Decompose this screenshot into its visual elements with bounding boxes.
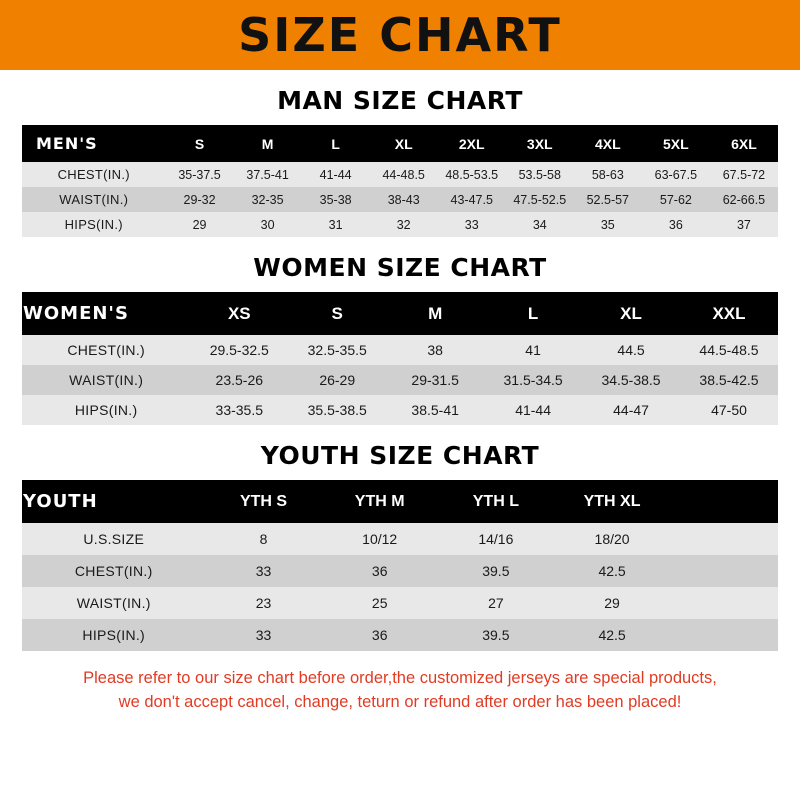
cell: 37.5-41 [234,162,302,187]
cell: 29.5-32.5 [190,335,288,365]
cell: 52.5-57 [574,187,642,212]
cell: 32.5-35.5 [288,335,386,365]
cell: 67.5-72 [710,162,778,187]
column-header: S [288,292,386,335]
cell: 23.5-26 [190,365,288,395]
column-header: S [166,125,234,162]
cell: 58-63 [574,162,642,187]
cell: 38-43 [370,187,438,212]
column-header: M [234,125,302,162]
cell: 36 [322,555,438,587]
table-header-row [22,125,778,162]
column-header: 6XL [710,125,778,162]
cell: 18/20 [554,523,670,555]
cell: 39.5 [438,555,554,587]
cell: 38.5-41 [386,395,484,425]
cell: 41 [484,335,582,365]
row-label: WAIST(IN.) [22,587,205,619]
cell: 57-62 [642,187,710,212]
cell: 29 [554,587,670,619]
cell: 41-44 [484,395,582,425]
cell: 42.5 [554,619,670,651]
size-table-men [22,125,778,237]
cell-spacer [670,555,778,587]
row-label: U.S.SIZE [22,523,205,555]
cell: 35-37.5 [166,162,234,187]
cell: 33 [205,555,321,587]
header-band [0,0,800,70]
cell: 30 [234,212,302,237]
column-header: 5XL [642,125,710,162]
column-header: L [484,292,582,335]
cell: 53.5-58 [506,162,574,187]
table-row [22,162,778,187]
table-head-women [22,292,778,335]
table-body-youth [22,523,778,651]
cell-spacer [670,523,778,555]
table-head-youth [22,480,778,523]
cell: 48.5-53.5 [438,162,506,187]
column-header: XS [190,292,288,335]
cell: 8 [205,523,321,555]
cell: 41-44 [302,162,370,187]
row-label: HIPS(IN.) [22,395,190,425]
column-header: 4XL [574,125,642,162]
cell: 44-47 [582,395,680,425]
row-header-label-youth: YOUTH [22,480,205,523]
table-row [22,395,778,425]
cell: 38 [386,335,484,365]
content-area [0,86,800,715]
table-row [22,335,778,365]
cell: 44.5-48.5 [680,335,778,365]
column-header: 2XL [438,125,506,162]
cell: 27 [438,587,554,619]
cell: 63-67.5 [642,162,710,187]
cell: 29-32 [166,187,234,212]
row-header-label-men: MEN'S [22,125,166,162]
cell: 31 [302,212,370,237]
column-header: 3XL [506,125,574,162]
column-header: XL [582,292,680,335]
cell-spacer [670,619,778,651]
table-body-women [22,335,778,425]
table-row [22,619,778,651]
cell: 23 [205,587,321,619]
table-header-row [22,292,778,335]
notice-text [22,667,778,715]
table-head-men [22,125,778,162]
cell: 33 [205,619,321,651]
cell: 32-35 [234,187,302,212]
cell: 62-66.5 [710,187,778,212]
section-youth [22,441,778,651]
cell: 29 [166,212,234,237]
cell: 29-31.5 [386,365,484,395]
table-header-row [22,480,778,523]
column-header: YTH L [438,480,554,523]
cell: 35 [574,212,642,237]
notice-line-1: Please refer to our size chart before order,the customized jerseys are special products, [83,669,717,687]
cell: 36 [322,619,438,651]
cell: 35-38 [302,187,370,212]
column-header-spacer [670,480,778,523]
cell: 42.5 [554,555,670,587]
row-label: HIPS(IN.) [22,619,205,651]
cell: 36 [642,212,710,237]
column-header: M [386,292,484,335]
column-header: YTH S [205,480,321,523]
cell: 34 [506,212,574,237]
page-title: SIZE CHART [238,8,562,62]
row-label: CHEST(IN.) [22,335,190,365]
row-header-label-women: WOMEN'S [22,292,190,335]
row-label: CHEST(IN.) [22,162,166,187]
table-body-men [22,162,778,237]
row-label: HIPS(IN.) [22,212,166,237]
cell: 43-47.5 [438,187,506,212]
row-label: CHEST(IN.) [22,555,205,587]
cell: 38.5-42.5 [680,365,778,395]
table-row [22,587,778,619]
cell: 26-29 [288,365,386,395]
section-title-youth: YOUTH SIZE CHART [260,441,540,470]
cell: 14/16 [438,523,554,555]
cell: 35.5-38.5 [288,395,386,425]
row-label: WAIST(IN.) [22,187,166,212]
table-row [22,212,778,237]
section-title-men: MAN SIZE CHART [277,86,523,115]
cell: 39.5 [438,619,554,651]
cell: 47.5-52.5 [506,187,574,212]
cell-spacer [670,587,778,619]
cell: 47-50 [680,395,778,425]
column-header: YTH M [322,480,438,523]
section-women [22,253,778,425]
cell: 10/12 [322,523,438,555]
column-header: XXL [680,292,778,335]
table-row [22,187,778,212]
cell: 25 [322,587,438,619]
cell: 34.5-38.5 [582,365,680,395]
notice-line-2: we don't accept cancel, change, teturn or refund after order has been placed! [118,692,682,711]
table-row [22,523,778,555]
row-label: WAIST(IN.) [22,365,190,395]
column-header: L [302,125,370,162]
cell: 33-35.5 [190,395,288,425]
cell: 32 [370,212,438,237]
cell: 31.5-34.5 [484,365,582,395]
column-header: XL [370,125,438,162]
table-row [22,365,778,395]
section-men [22,86,778,237]
cell: 44-48.5 [370,162,438,187]
size-table-youth [22,480,778,651]
size-table-women [22,292,778,425]
table-row [22,555,778,587]
column-header: YTH XL [554,480,670,523]
section-title-women: WOMEN SIZE CHART [253,253,547,282]
cell: 44.5 [582,335,680,365]
cell: 33 [438,212,506,237]
cell: 37 [710,212,778,237]
